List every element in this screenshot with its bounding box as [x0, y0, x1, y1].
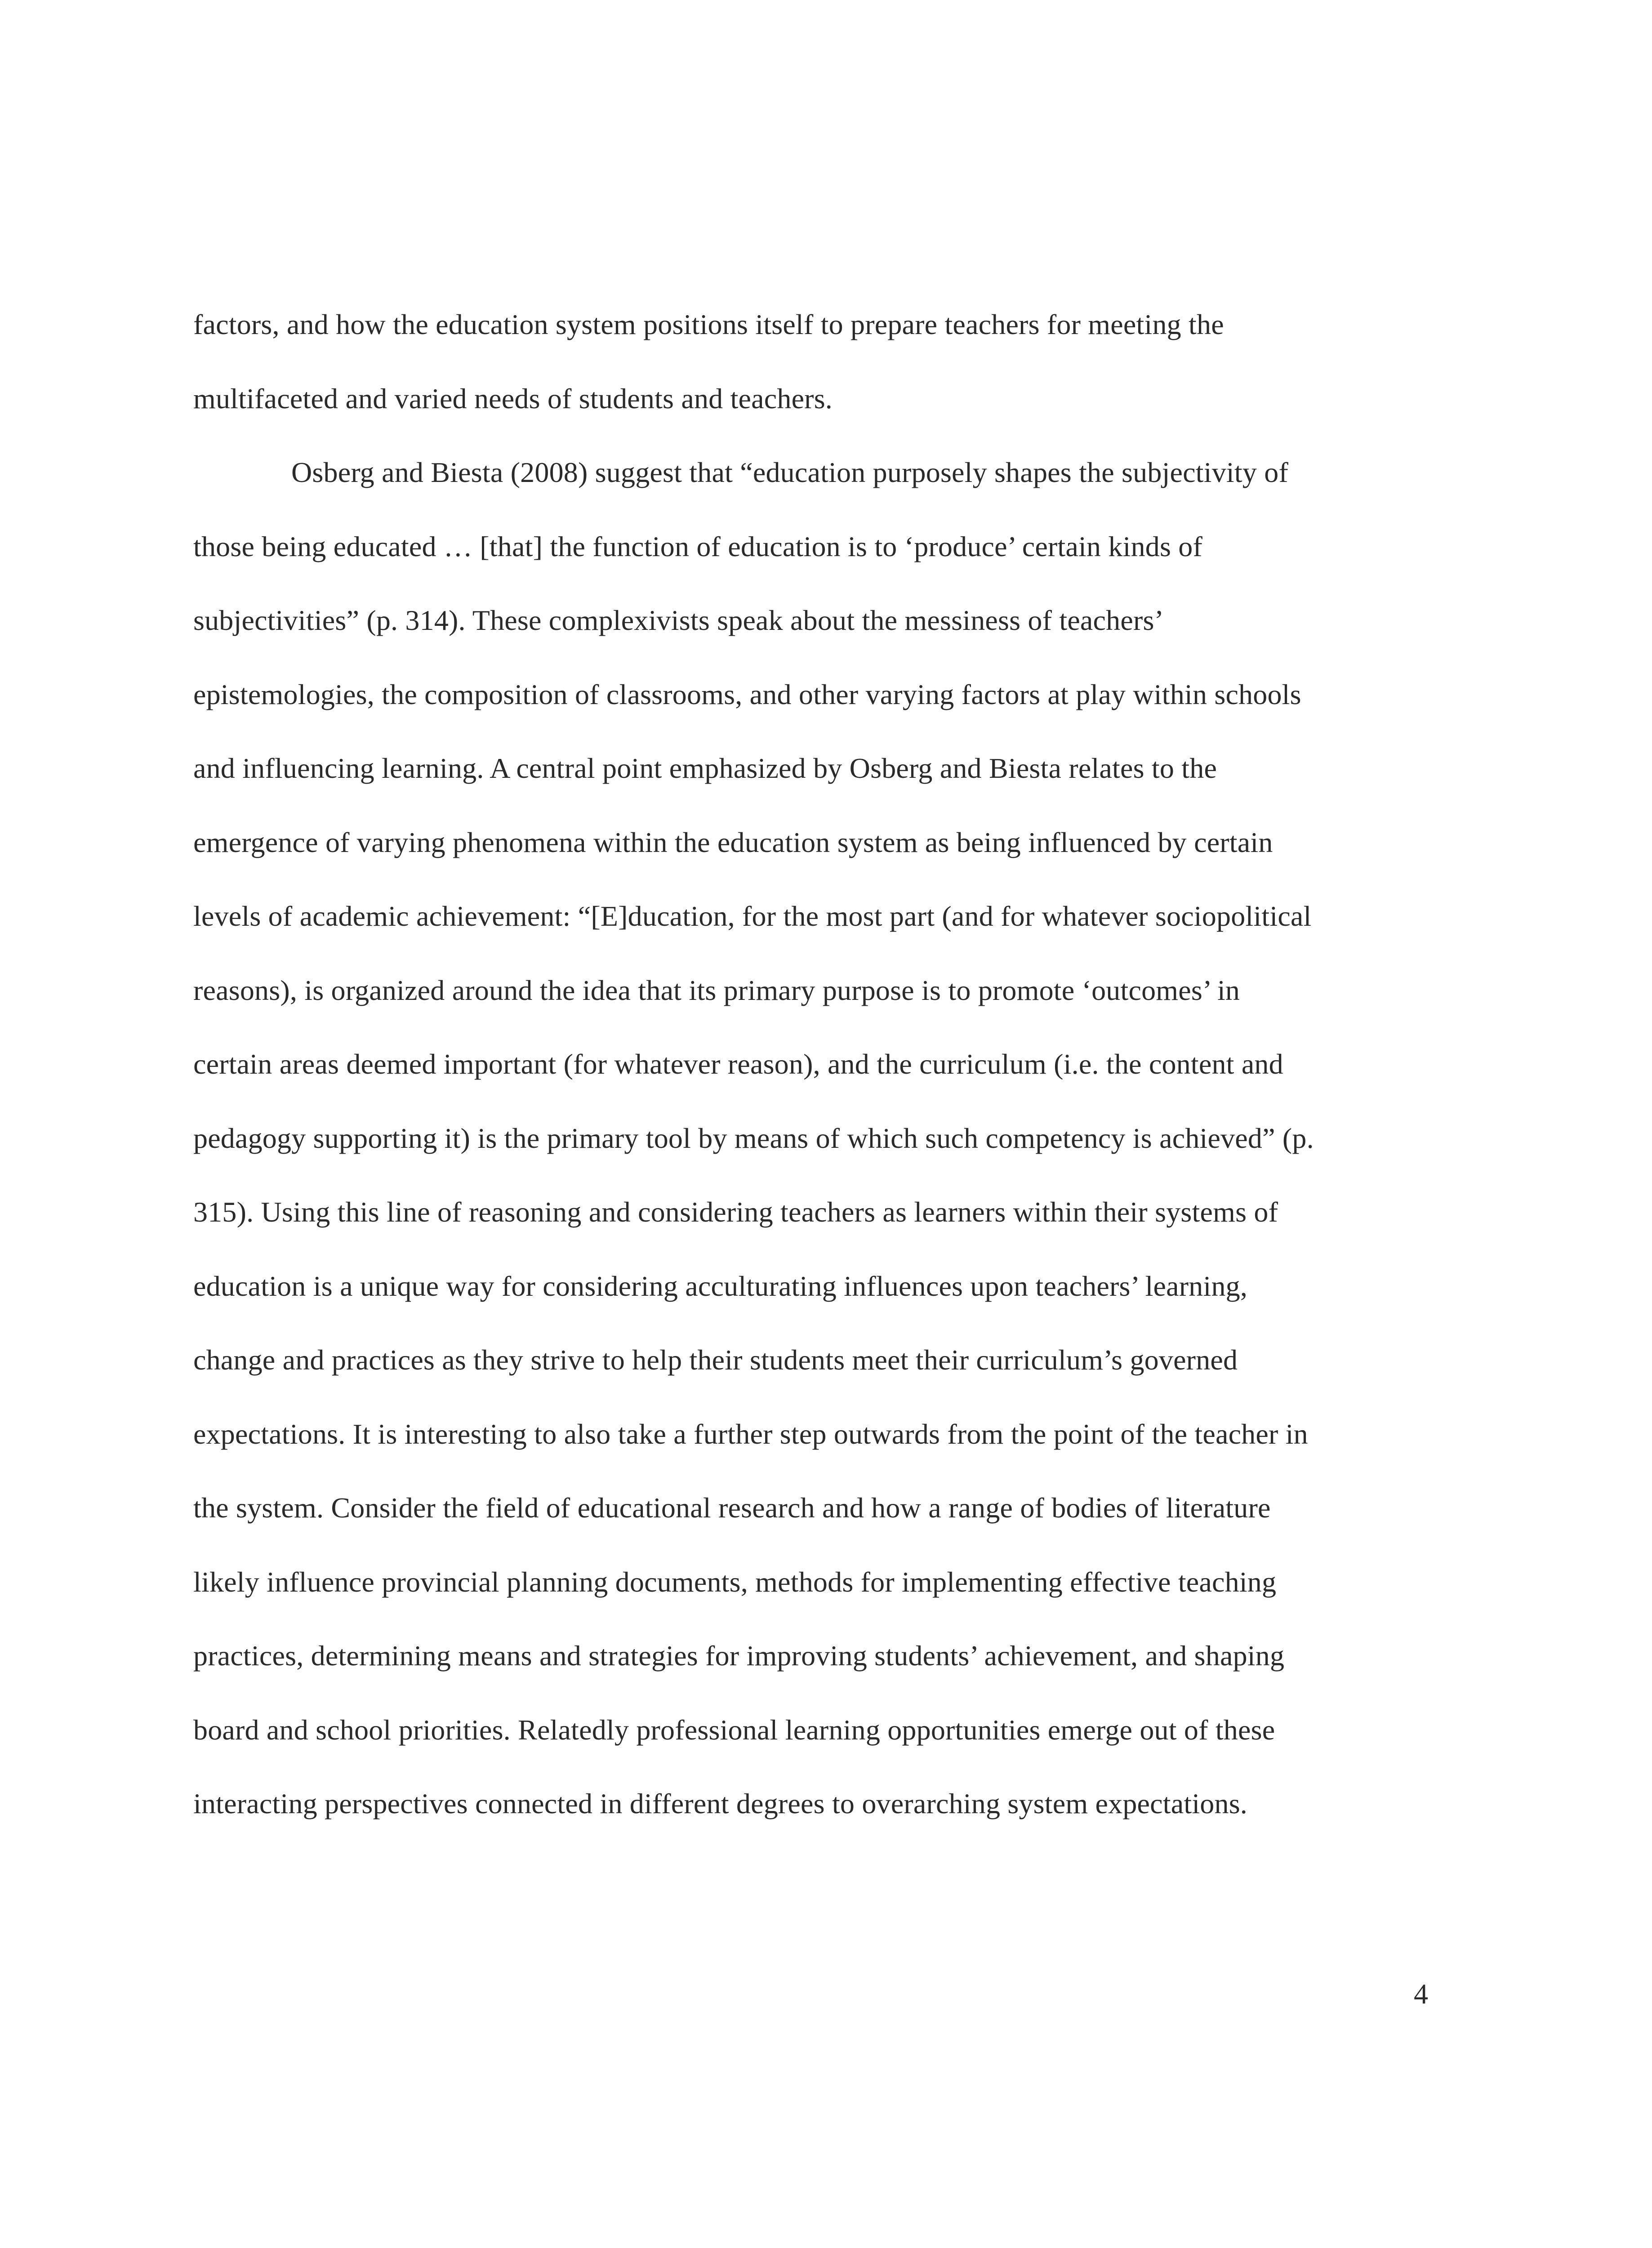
- text-line: factors, and how the education system positions itself to prepare teachers for meeting the: [193, 308, 1224, 340]
- text-line: change and practices as they strive to help their students meet their curriculum’s governed: [193, 1344, 1238, 1376]
- text-line: the system. Consider the field of educational research and how a range of bodies of literature: [193, 1492, 1271, 1524]
- text-line: subjectivities” (p. 314). These complexivists speak about the messiness of teachers’: [193, 604, 1164, 636]
- text-line: certain areas deemed important (for whatever reason), and the curriculum (i.e. the content and: [193, 1048, 1283, 1080]
- text-line: emergence of varying phenomena within the education system as being influenced by certain: [193, 826, 1273, 858]
- text-line: board and school priorities. Relatedly professional learning opportunities emerge out of these: [193, 1713, 1275, 1746]
- text-line: and influencing learning. A central point emphasized by Osberg and Biesta relates to the: [193, 752, 1217, 784]
- page-number: 4: [1414, 1978, 1428, 2010]
- text-line-paragraph-start: Osberg and Biesta (2008) suggest that “education purposely shapes the subjectivity of: [291, 456, 1288, 488]
- text-line: likely influence provincial planning documents, methods for implementing effective teaching: [193, 1566, 1277, 1598]
- text-line: practices, determining means and strategies for improving students’ achievement, and shaping: [193, 1640, 1285, 1672]
- text-line: multifaceted and varied needs of students and teachers.: [193, 382, 833, 415]
- body-text: [193, 288, 1443, 1841]
- text-line: those being educated … [that] the function of education is to ‘produce’ certain kinds of: [193, 530, 1203, 562]
- text-line: education is a unique way for considering acculturating influences upon teachers’ learning,: [193, 1270, 1248, 1302]
- text-line: 315). Using this line of reasoning and considering teachers as learners within their systems of: [193, 1196, 1278, 1228]
- text-line: pedagogy supporting it) is the primary tool by means of which such competency is achieved” (p.: [193, 1122, 1314, 1154]
- text-line: epistemologies, the composition of classrooms, and other varying factors at play within schools: [193, 678, 1301, 710]
- text-line: expectations. It is interesting to also take a further step outwards from the point of the teacher in: [193, 1418, 1308, 1450]
- text-line: reasons), is organized around the idea that its primary purpose is to promote ‘outcomes’ in: [193, 974, 1240, 1006]
- text-line: levels of academic achievement: “[E]ducation, for the most part (and for whatever sociopolitical: [193, 900, 1312, 932]
- text-line: interacting perspectives connected in different degrees to overarching system expectations.: [193, 1788, 1248, 1820]
